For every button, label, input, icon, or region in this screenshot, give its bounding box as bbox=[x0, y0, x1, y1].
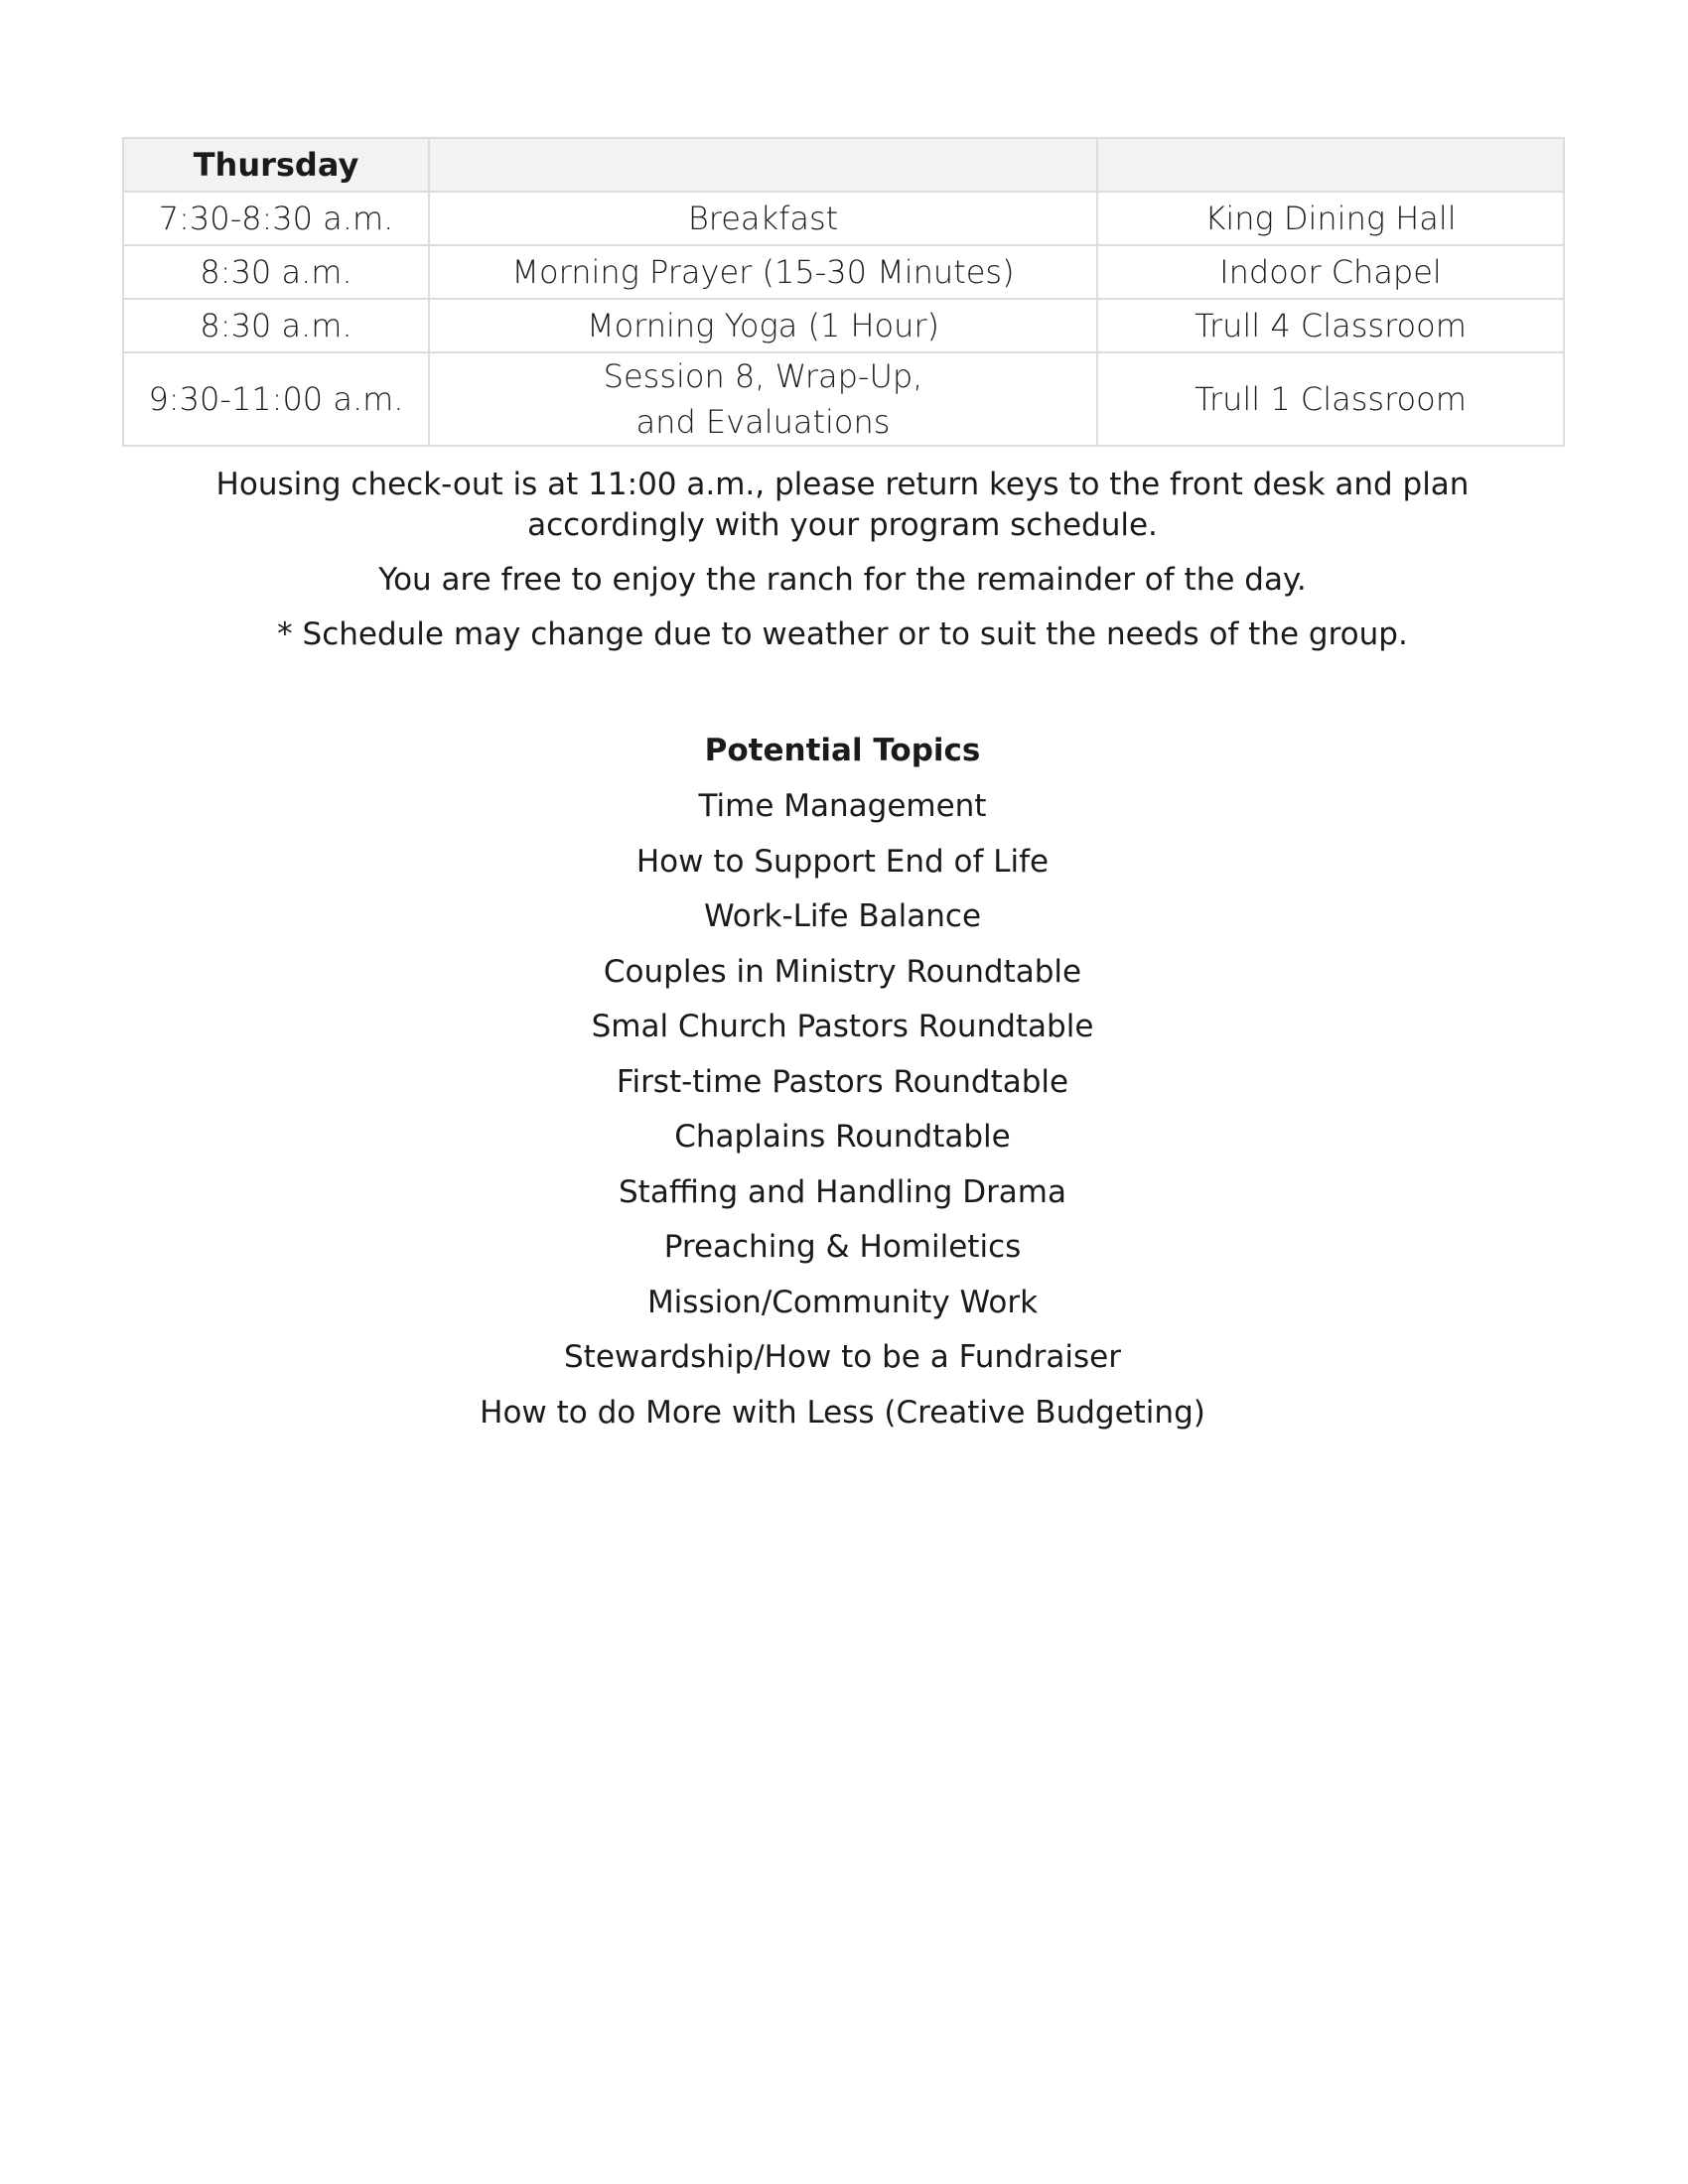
list-item: Work-Life Balance bbox=[703, 898, 982, 934]
schedule-notes bbox=[122, 465, 1563, 669]
time-cell: 9:30-11:00 a.m. bbox=[123, 352, 429, 446]
list-item: How to do More with Less (Creative Budgeting) bbox=[480, 1394, 1205, 1431]
list-item: Time Management bbox=[698, 788, 987, 824]
event-cell: Breakfast bbox=[429, 192, 1097, 245]
time-cell: 8:30 a.m. bbox=[123, 245, 429, 299]
location-cell: Indoor Chapel bbox=[1097, 245, 1564, 299]
topics-heading: Potential Topics bbox=[704, 733, 981, 768]
location-column-header bbox=[1097, 138, 1564, 192]
location-cell: Trull 1 Classroom bbox=[1097, 352, 1564, 446]
potential-topics-section bbox=[122, 725, 1563, 1441]
event-column-header bbox=[429, 138, 1097, 192]
list-item: Preaching & Homiletics bbox=[663, 1229, 1022, 1265]
list-item: Staffing and Handling Drama bbox=[619, 1173, 1066, 1210]
list-item: Couples in Ministry Roundtable bbox=[603, 953, 1082, 990]
location-cell: King Dining Hall bbox=[1097, 192, 1564, 245]
table-row bbox=[123, 352, 1564, 446]
location-cell: Trull 4 Classroom bbox=[1097, 299, 1564, 352]
table-row bbox=[123, 192, 1564, 245]
time-cell: 8:30 a.m. bbox=[123, 299, 429, 352]
checkout-note: Housing check-out is at 11:00 a.m., please return keys to the front desk and plan accordingly with your program schedule. bbox=[215, 467, 1470, 543]
time-cell: 7:30-8:30 a.m. bbox=[123, 192, 429, 245]
thursday-schedule-table bbox=[122, 137, 1565, 447]
list-item: First-time Pastors Roundtable bbox=[616, 1063, 1069, 1100]
event-cell: Morning Prayer (15-30 Minutes) bbox=[429, 245, 1097, 299]
table-row bbox=[123, 299, 1564, 352]
list-item: Mission/Community Work bbox=[646, 1284, 1039, 1320]
list-item: Chaplains Roundtable bbox=[674, 1119, 1011, 1155]
event-cell bbox=[429, 352, 1097, 446]
day-heading: Thursday bbox=[123, 138, 429, 192]
event-cell: Morning Yoga (1 Hour) bbox=[429, 299, 1097, 352]
table-row bbox=[123, 245, 1564, 299]
list-item: Smal Church Pastors Roundtable bbox=[591, 1009, 1094, 1044]
event-cell-line: and Evaluations bbox=[635, 403, 891, 441]
topics-list bbox=[122, 780, 1563, 1441]
event-cell-line: Session 8, Wrap-Up, bbox=[603, 357, 923, 395]
list-item: Stewardship/How to be a Fundraiser bbox=[563, 1339, 1121, 1375]
schedule-header-row bbox=[123, 138, 1564, 192]
list-item: How to Support End of Life bbox=[635, 843, 1050, 880]
schedule-disclaimer: * Schedule may change due to weather or to suit the needs of the group. bbox=[277, 616, 1408, 652]
free-time-note: You are free to enjoy the ranch for the remainder of the day. bbox=[378, 562, 1307, 598]
